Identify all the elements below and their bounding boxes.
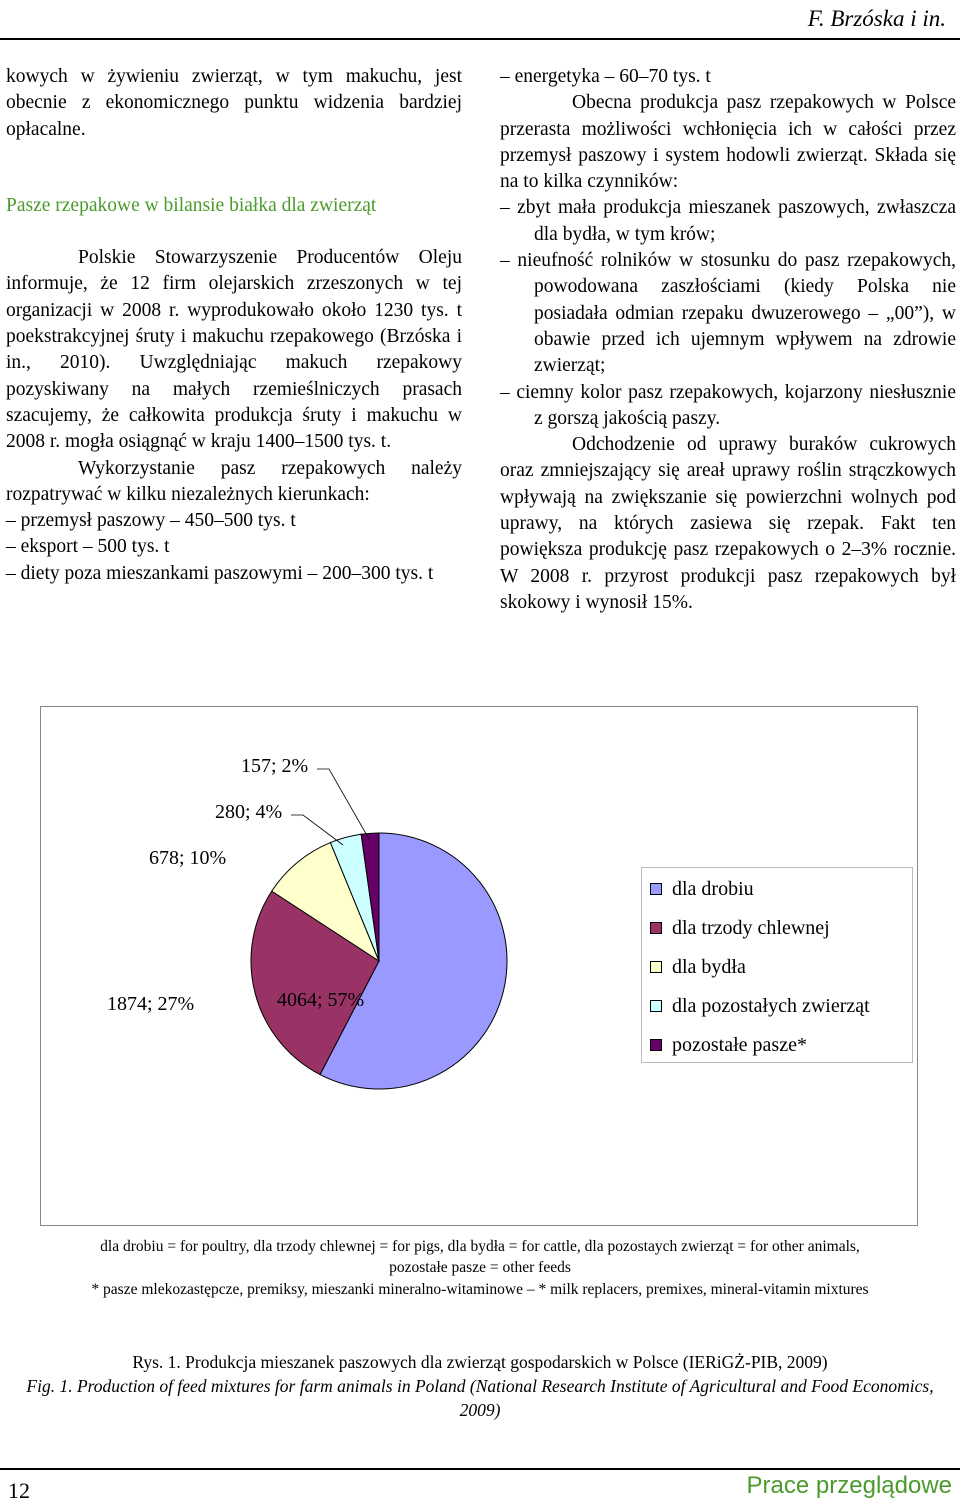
slice-label-other-animals: 280; 4% (215, 801, 283, 823)
legend-swatch (650, 1039, 662, 1051)
legend-label: dla drobiu (672, 877, 754, 900)
legend-label: pozostałe pasze* (672, 1033, 807, 1056)
list-item: – przemysł paszowy – 450–500 tys. t (6, 510, 296, 532)
paragraph: kowych w żywieniu zwierząt, w tym makuchu, jest obecnie z ekonomicznego punktu widzenia bardziej opłacalne. (6, 66, 462, 140)
page-number: 12 (8, 1478, 30, 1503)
header-rule (0, 38, 960, 40)
section-title: Pasze rzepakowe w bilansie białka dla zwierząt (6, 194, 377, 216)
translation-line: * pasze mlekozastępcze, premiksy, mieszanki mineralno-witaminowe – * milk replacers, premixes, mineral-vitamin mixtures (91, 1281, 869, 1298)
legend-label: dla bydła (672, 955, 746, 978)
leader-line-other-feeds (317, 769, 369, 839)
list-item: – diety poza mieszankami paszowymi – 200–300 tys. t (6, 562, 434, 584)
paragraph: Obecna produkcja pasz rzepakowych w Polsce przerasta możliwości wchłonięcia ich w całości przez przemysł paszowy i system hodowli zwierząt. Składa się na to kilka czynników: (500, 92, 956, 193)
legend-swatch (650, 1000, 662, 1012)
legend-item (650, 952, 746, 982)
list-item: – zbyt mała produkcja mieszanek paszowych, zwłaszcza dla bydła, w tym krów; (500, 197, 956, 245)
slice-label-poultry: 4064; 57% (277, 989, 365, 1011)
legend-label: dla pozostałych zwierząt (672, 994, 870, 1017)
legend-item (650, 913, 830, 943)
paragraph: Odchodzenie od uprawy buraków cukrowych oraz zmniejszający się areał uprawy roślin strączkowych wpływają na zwiększanie się powierzchni wolnych pod uprawy, na których zasiewa się rzepak. Fakt ten powiększa produkcję pasz rzepakowych o 2–3% rocznie. W 2008 r. przyrost produkcji pasz rzepakowych był skokowy i wynosił 15%. (500, 434, 956, 613)
figure-caption-en (20, 1374, 940, 1422)
translation-line: dla drobiu = for poultry, dla trzody chlewnej = for pigs, dla bydła = for cattle, dla pozostaych zwierząt = for other animals, (100, 1238, 860, 1255)
legend-swatch (650, 961, 662, 973)
running-title: F. Brzóska i in. (807, 6, 946, 31)
section-label: Prace przeglądowe (746, 1472, 952, 1499)
pie-chart (40, 706, 918, 1226)
legend-swatch (650, 883, 662, 895)
list-item: – nieufność rolników w stosunku do pasz rzepakowych, powodowana zaszłościami (kiedy Polska nie posiadała odmian rzepaku dwuzerowego – „00”), w obawie przed ich ujemnym wpływem na zdrowie zwierząt; (500, 250, 956, 377)
legend-item (650, 991, 870, 1021)
paragraph: Polskie Stowarzyszenie Producentów Oleju informuje, że 12 firm olejarskich zrzeszonych w tej organizacji w 2008 r. wyprodukowało około 1230 tys. t poekstrakcyjnej śruty i makuchu rzepakowego (Brzóska i in., 2010). Uwzględniając makuch rzepakowy pozyskiwany na małych rzemieślniczych prasach szacujemy, że całkowita produkcja śruty i makuchu w 2008 r. mogła osiągnąć w kraju 1400–1500 tys. t. (6, 247, 462, 453)
legend-swatch (650, 922, 662, 934)
slice-label-other-feeds: 157; 2% (241, 755, 309, 777)
figure-caption-en-text: Fig. 1. Production of feed mixtures for farm animals in Poland (National Research Institute of Agricultural and Food Economics, 2009) (26, 1376, 934, 1420)
slice-label-cattle: 678; 10% (149, 847, 227, 869)
legend-label: dla trzody chlewnej (672, 916, 830, 939)
chart-legend (641, 867, 913, 1063)
slice-label-pigs: 1874; 27% (107, 993, 195, 1015)
left-column (6, 64, 462, 587)
legend-item (650, 874, 754, 904)
translation-line: pozostałe pasze = other feeds (389, 1259, 571, 1276)
footer-rule (0, 1468, 960, 1470)
list-item: – ciemny kolor pasz rzepakowych, kojarzony niesłusznie z gorszą jakością paszy. (500, 381, 956, 429)
list-item: – energetyka – 60–70 tys. t (500, 66, 711, 87)
legend-item (650, 1030, 807, 1060)
right-column (500, 64, 956, 616)
list-item: – eksport – 500 tys. t (6, 536, 170, 558)
paragraph: Wykorzystanie pasz rzepakowych należy rozpatrywać w kilku niezależnych kierunkach: (6, 457, 462, 505)
figure-caption-pl: Rys. 1. Produkcja mieszanek paszowych dla zwierząt gospodarskich w Polsce (IERiGŻ-PIB, 2009) (132, 1352, 828, 1372)
